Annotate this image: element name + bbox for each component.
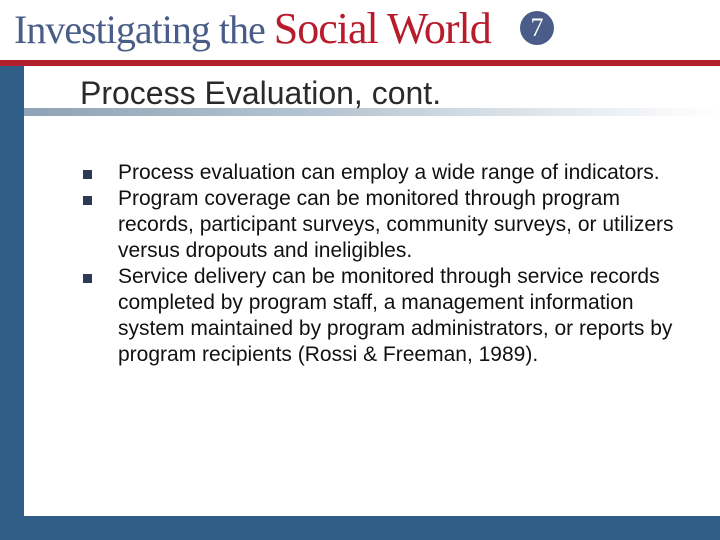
edition-badge: 7: [520, 11, 554, 45]
square-bullet-icon: [83, 274, 92, 283]
bullet-text: Program coverage can be monitored through program records, participant surveys, community surveys, or utilizers versus dropouts and ineligibles.: [118, 187, 674, 262]
bullet-item: [80, 160, 680, 186]
bullet-item: [80, 186, 680, 264]
left-frame-bar: [0, 66, 24, 540]
bottom-frame-bar: [0, 516, 720, 540]
square-bullet-icon: [83, 170, 92, 179]
header-banner: [0, 0, 720, 60]
bullet-text: Process evaluation can employ a wide range of indicators.: [118, 161, 660, 184]
bullet-item: [80, 264, 680, 368]
bullet-list: [80, 160, 680, 368]
square-bullet-icon: [83, 196, 92, 205]
book-title-logo: [14, 4, 491, 54]
header-divider: [0, 60, 720, 66]
book-title-part2: Social World: [273, 4, 491, 53]
bullet-text: Service delivery can be monitored through service records completed by program staff, a management information system maintained by program administrators, or reports by program recipients (Rossi & Freeman, 1989).: [118, 265, 673, 366]
book-title-part1: Investigating the: [14, 7, 274, 52]
slide-title: Process Evaluation, cont.: [80, 75, 442, 111]
